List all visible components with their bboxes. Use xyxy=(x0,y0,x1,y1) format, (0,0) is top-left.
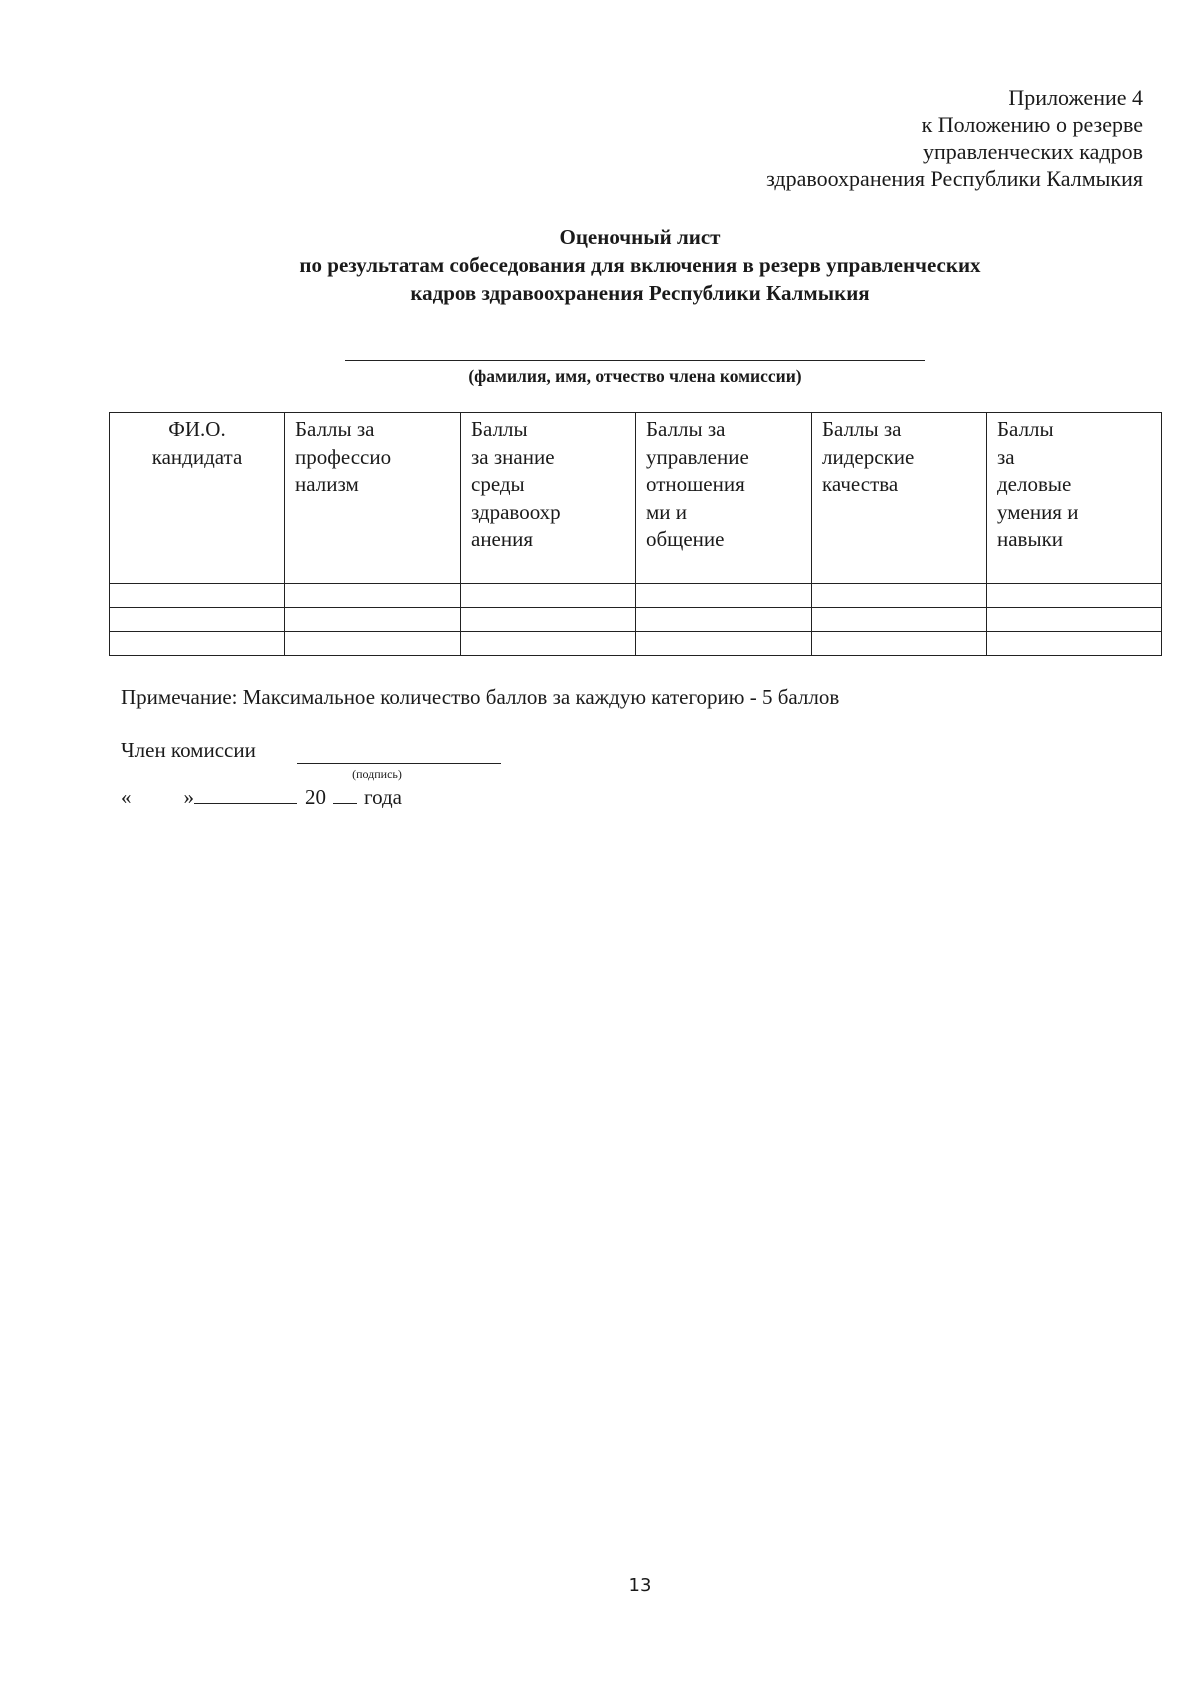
table-cell[interactable] xyxy=(636,584,812,608)
table-cell[interactable] xyxy=(987,584,1162,608)
table-cell[interactable] xyxy=(110,584,285,608)
table-cell[interactable] xyxy=(636,632,812,656)
table-row xyxy=(110,632,1162,656)
table-cell[interactable] xyxy=(812,608,987,632)
table-row xyxy=(110,608,1162,632)
appendix-line: Приложение 4 xyxy=(1008,85,1143,110)
title-line: по результатам собеседования для включения в резерв управленческих xyxy=(299,253,981,277)
table-cell[interactable] xyxy=(110,632,285,656)
appendix-line: здравоохранения Республики Калмыкия xyxy=(766,166,1143,191)
commission-member-label: Член комиссии xyxy=(121,738,256,762)
header-candidate-name: ФИ.О. кандидата xyxy=(110,413,285,584)
table-cell[interactable] xyxy=(636,608,812,632)
page-number: 13 xyxy=(628,1575,652,1596)
date-line xyxy=(121,785,402,810)
table-cell[interactable] xyxy=(812,632,987,656)
year-prefix: 20 xyxy=(305,785,326,809)
table-cell[interactable] xyxy=(987,608,1162,632)
table-header-row xyxy=(110,413,1162,584)
table-cell[interactable] xyxy=(110,608,285,632)
header-healthcare-knowledge: Баллы за знание среды здравоохр анения xyxy=(461,413,636,584)
document-title xyxy=(0,223,1200,307)
header-business-skills: Баллы за деловые умения и навыки xyxy=(987,413,1162,584)
table-cell[interactable] xyxy=(461,632,636,656)
member-name-caption: (фамилия, имя, отчество члена комиссии) xyxy=(468,366,802,386)
header-relationship-management: Баллы за управление отношения ми и общение xyxy=(636,413,812,584)
header-professionalism: Баллы за профессио нализм xyxy=(285,413,461,584)
score-table xyxy=(109,412,1162,656)
signature-caption: (подпись) xyxy=(352,767,402,781)
member-name-fill-line[interactable] xyxy=(345,360,925,361)
table-cell[interactable] xyxy=(461,608,636,632)
month-fill-line[interactable] xyxy=(194,785,297,804)
table-cell[interactable] xyxy=(461,584,636,608)
table-cell[interactable] xyxy=(285,632,461,656)
table-cell[interactable] xyxy=(987,632,1162,656)
title-line: Оценочный лист xyxy=(559,225,721,249)
appendix-reference xyxy=(766,84,1143,192)
table-cell[interactable] xyxy=(812,584,987,608)
title-line: кадров здравоохранения Республики Калмыкия xyxy=(410,281,870,305)
signature-fill-line[interactable] xyxy=(297,763,501,764)
appendix-line: управленческих кадров xyxy=(923,139,1143,164)
table-row xyxy=(110,584,1162,608)
note-text: Примечание: Максимальное количество баллов за каждую категорию - 5 баллов xyxy=(121,685,840,709)
appendix-line: к Положению о резерве xyxy=(921,112,1143,137)
year-fill-line[interactable] xyxy=(333,785,357,804)
table-cell[interactable] xyxy=(285,584,461,608)
date-close-quote: » xyxy=(183,785,194,809)
table-cell[interactable] xyxy=(285,608,461,632)
date-suffix: года xyxy=(364,785,402,809)
date-open-quote: « xyxy=(121,785,132,809)
header-leadership: Баллы за лидерские качества xyxy=(812,413,987,584)
